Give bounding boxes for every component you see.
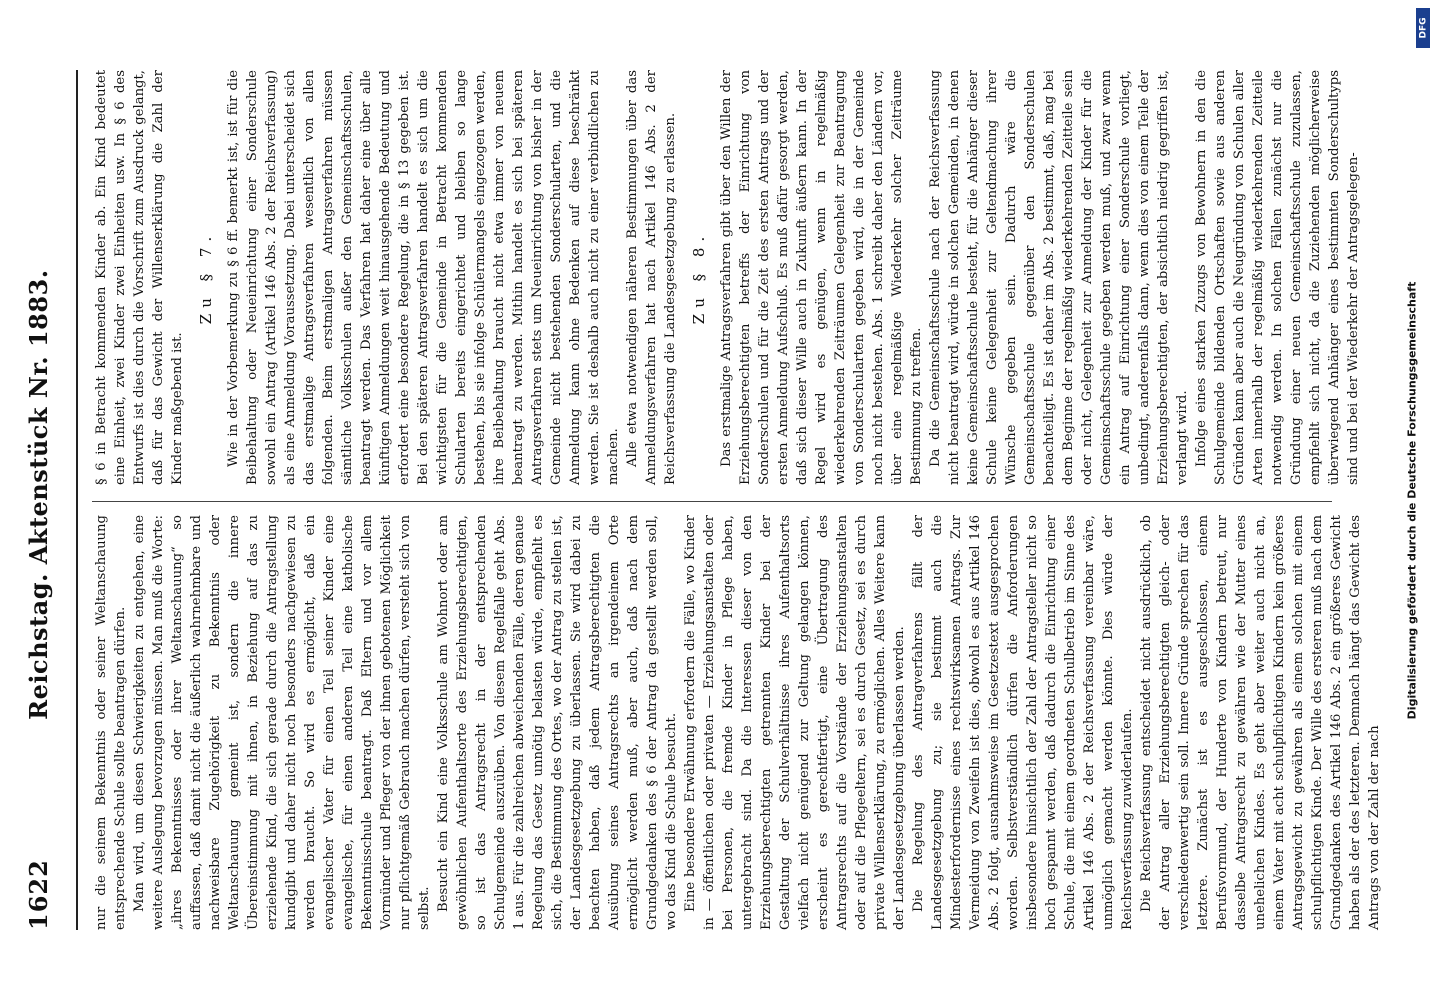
paragraph: Das erstmalige Antragsverfahren gibt über den Willen der Erziehungsberechtigten betreffs der Einrichtung von Sonderschulen und für die Zeit des ersten Antrags und der ersten Anmeldung Aufschluß. Es muß dafür gesorgt werden, daß sich dieser Wille auch in Zukunft äußern kann. In der Regel wird es genügen, wenn in regelmäßig wiederkehrenden Zeiträumen Gelegenheit zur Beantragung von Sonderschularten gegeben wird, die in der Gemeinde noch nicht bestehen. Abs. 1 schreibt daher den Ländern vor, über eine regelmäßige Wiederkehr solcher Zeiträume Bestimmung zu treffen.	[719, 70, 924, 485]
digitization-note-text: Digitalisierung gefördert durch die Deutsche Forschungsgemeinschaft	[1405, 281, 1419, 719]
text-columns	[92, 70, 1382, 930]
paragraph: Da die Gemeinschaftsschule nach der Reichsverfassung nicht beantragt wird, würde in solchen Gemeinden, in denen keine Gemeinschaftsschule besteht, für die Anhänger dieser Schule keine Gelegenheit zur Geltendmachung ihrer Wünsche gegeben sein. Dadurch wäre die Gemeinschaftsschule gegenüber den Sonderschulen benachteiligt. Es ist daher im Abs. 2 bestimmt, daß, mag bei dem Beginne der regelmäßig wiederkehrenden Zeitteile sein oder nicht, Gelegenheit zur Anmeldung der Kinder für die Gemeinschaftsschule gegeben werden muß, und zwar wenn ein Antrag auf Einrichtung einer Sonderschule vorliegt, unbedingt, anderenfalls dann, wenn dies von einem Teile der Erziehungsberechtigten, der absichtlich niedrig gegriffen ist, verlangt wird.	[928, 70, 1190, 485]
paragraph: Infolge eines starken Zuzugs von Bewohnern in den die Schulgemeinde bildenden Ortschaften sowie aus anderen Gründen kann aber auch die Neugründung von Schulen aller Arten innerhalb der regelmäßig wiederkehrenden Zeitteile notwendig werden. In solchen Fällen zunächst nur die Gründung einer neuen Gemeinschaftsschule zuzulassen, empfiehlt sich nicht, da die Zuziehenden möglicherweise überwiegend Anhänger eines bestimmten Sonderschultyps sind und bei der Wiederkehr der Antragsgelegen-	[1194, 70, 1361, 485]
digitization-note	[1400, 0, 1424, 1000]
paragraph: § 6 in Betracht kommenden Kinder ab. Ein Kind bedeutet eine Einheit, zwei Kinder zwei Einheiten usw. In § 6 des Entwurfs ist dies durch die Vorschrift zum Ausdruck gelangt, daß für das Gewicht der Willenserklärung die Zahl der Kinder maßgebend ist.	[94, 70, 185, 485]
paragraph: Besucht ein Kind eine Volksschule am Wohnort oder am gewöhnlichen Aufenthaltsorte des Erziehungsberechtigten, so ist das Antragsrecht in der entsprechenden Schulgemeinde auszuüben. Von diesem Regelfalle geht Abs. 1 aus. Für die zahlreichen abweichenden Fälle, deren genaue Regelung das Gesetz unnötig belasten würde, empfiehlt es sich, die Bestimmung des Ortes, wo der Antrag zu stellen ist, der Landesgesetzgebung zu überlassen. Sie wird dabei zu beachten haben, daß jedem Antragsberechtigten die Ausübung seines Antragsrechts an irgendeinem Orte ermöglicht werden muß, aber auch, daß nach dem Grundgedanken des § 6 der Antrag da gestellt werden soll, wo das Kind die Schule besucht.	[436, 515, 679, 930]
page-number: 1622	[24, 859, 53, 930]
section-heading: Zu § 8.	[690, 230, 708, 325]
paragraph: Eine besondere Erwähnung erfordern die Fälle, wo Kinder in — öffentlichen oder privaten — Erziehungsanstalten oder bei Personen, die fremde Kinder in Pflege haben, untergebracht sind. Da die Interessen dieser von den Erziehungsberechtigten getrennten Kinder bei der Gestaltung der Schulverhältnisse ihres Aufenthaltsorts vielfach nicht genügend zur Geltung gelangen können, erscheint es gerechtfertigt, eine Übertragung des Antragsrechts auf die Vorstände der Erziehungsanstalten oder auf die Pflegeeltern, sei es durch Gesetz, sei es durch private Willenserklärung, zu ermöglichen. Alles Weitere kann der Landesgesetzgebung überlassen werden.	[683, 515, 907, 930]
paragraph: nur die seinem Bekenntnis oder seiner Weltanschauung entsprechende Schule sollte beantragen dürfen.	[94, 515, 128, 930]
paragraph: Die Reichsverfassung entscheidet nicht ausdrücklich, ob der Antrag aller Erziehungsberechtigten gleich- oder verschiedenwertig sein soll. Innere Gründe sprechen für das letztere. Zunächst ist es ausgeschlossen, einem Berufsvormund, der Hunderte von Kindern betreut, nur dasselbe Antragsrecht zu gewähren wie der Mutter eines unehelichen Kindes. Es geht aber weiter auch nicht an, einem Vater mit acht schulpflichtigen Kindern kein größeres Antragsgewicht zu gewähren als einem solchen mit einem schulpflichtigen Kinde. Der Wille des ersteren muß nach dem Grundgedanken des Artikel 146 Abs. 2 ein größeres Gewicht haben als der des letzteren. Demnach hängt das Gewicht des Antrags von der Zahl der nach	[1139, 515, 1382, 930]
paragraph: Wie in der Vorbemerkung zu § 6 ff. bemerkt ist, ist für die Beibehaltung oder Neueinrichtung einer Sonderschule sowohl ein Antrag (Artikel 146 Abs. 2 der Reichsverfassung) als eine Anmeldung Voraussetzung. Dabei unterscheidet sich das erstmalige Antragsverfahren wesentlich von allen folgenden. Beim erstmaligen Antragsverfahren müssen sämtliche Volksschulen außer den Gemeinschaftsschulen, beantragt werden. Das Verfahren hat daher eine über alle künftigen Anmeldungen weit hinausgehende Bedeutung und erfordert eine besondere Regelung, die in § 13 gegeben ist. Bei den späteren Antragsverfahren handelt es sich um die wichtigsten für die Gemeinde in Betracht kommenden Schularten bereits eingerichtet und bleiben so lange bestehen, bis sie infolge Schülermangels eingezogen werden, ihre Beibehaltung braucht nicht etwa immer von neuem beantragt zu werden. Mithin handelt es sich bei späteren Antragsverfahren stets um Neueinrichtung von bisher in der Gemeinde nicht bestehenden Sonderschularten, und die Anmeldung kann ohne Bedenken auf diese beschränkt werden. Sie ist deshalb auch nicht zu einer verbindlichen zu machen.	[226, 70, 621, 485]
dfg-logo-text: DFG	[1418, 17, 1429, 39]
page-header	[24, 70, 78, 930]
paragraph: Man wird, um diesen Schwierigkeiten zu entgehen, eine weitere Auslegung bevorzugen müssen. Man muß die Worte: „ihres Bekenntnisses oder ihrer Weltanschauung“ so auffassen, daß damit nicht die äußerlich wahrnehmbare und nachweisbare Zugehörigkeit zu Bekenntnis oder Weltanschauung gemeint ist, sondern die innere Übereinstimmung mit ihnen, in Beziehung auf das zu erziehende Kind, die sich gerade durch die Antragstellung kundgibt und daher nicht noch besonders nachgewiesen zu werden braucht. So wird es ermöglicht, daß ein evangelischer Vater für einen Teil seiner Kinder eine evangelische, für einen anderen Teil eine katholische Bekenntnisschule beantragt. Daß Eltern und vor allem Vormünder und Pfleger von der ihnen gebotenen Möglichkeit nur pflichtgemäß Gebrauch machen dürfen, versteht sich von selbst.	[132, 515, 432, 930]
right-column	[92, 70, 1361, 485]
section-heading: Zu § 7.	[197, 230, 215, 325]
column-divider	[92, 501, 1332, 502]
left-column	[92, 515, 1382, 930]
paragraph: Die Regelung des Antragverfahrens fällt der Landesgesetzgebung zu; sie bestimmt auch die Mindesterfordernisse eines rechtswirksamen Antrags. Zur Vermeidung von Zweifeln ist dies, obwohl es aus Artikel 146 Abs. 2 folgt, ausnahmsweise im Gesetzestext ausgesprochen worden. Selbstverständlich dürfen die Anforderungen insbesondere hinsichtlich der Zahl der Antragsteller nicht so hoch gespannt werden, daß dadurch die Einrichtung einer Schule, die mit einem geordneten Schulbetrieb im Sinne des Artikel 146 Abs. 2 der Reichsverfassung vereinbar wäre, unmöglich gemacht werden könnte. Dies würde der Reichsverfassung zuwiderlaufen.	[911, 515, 1135, 930]
paragraph: Alle etwa notwendigen näheren Bestimmungen über das Anmeldungsverfahren hat nach Artikel 146 Abs. 2 der Reichsverfassung die Landesgesetzgebung zu erlassen.	[625, 70, 678, 485]
running-head: Reichstag. Aktenstück Nr. 1883.	[24, 269, 53, 720]
